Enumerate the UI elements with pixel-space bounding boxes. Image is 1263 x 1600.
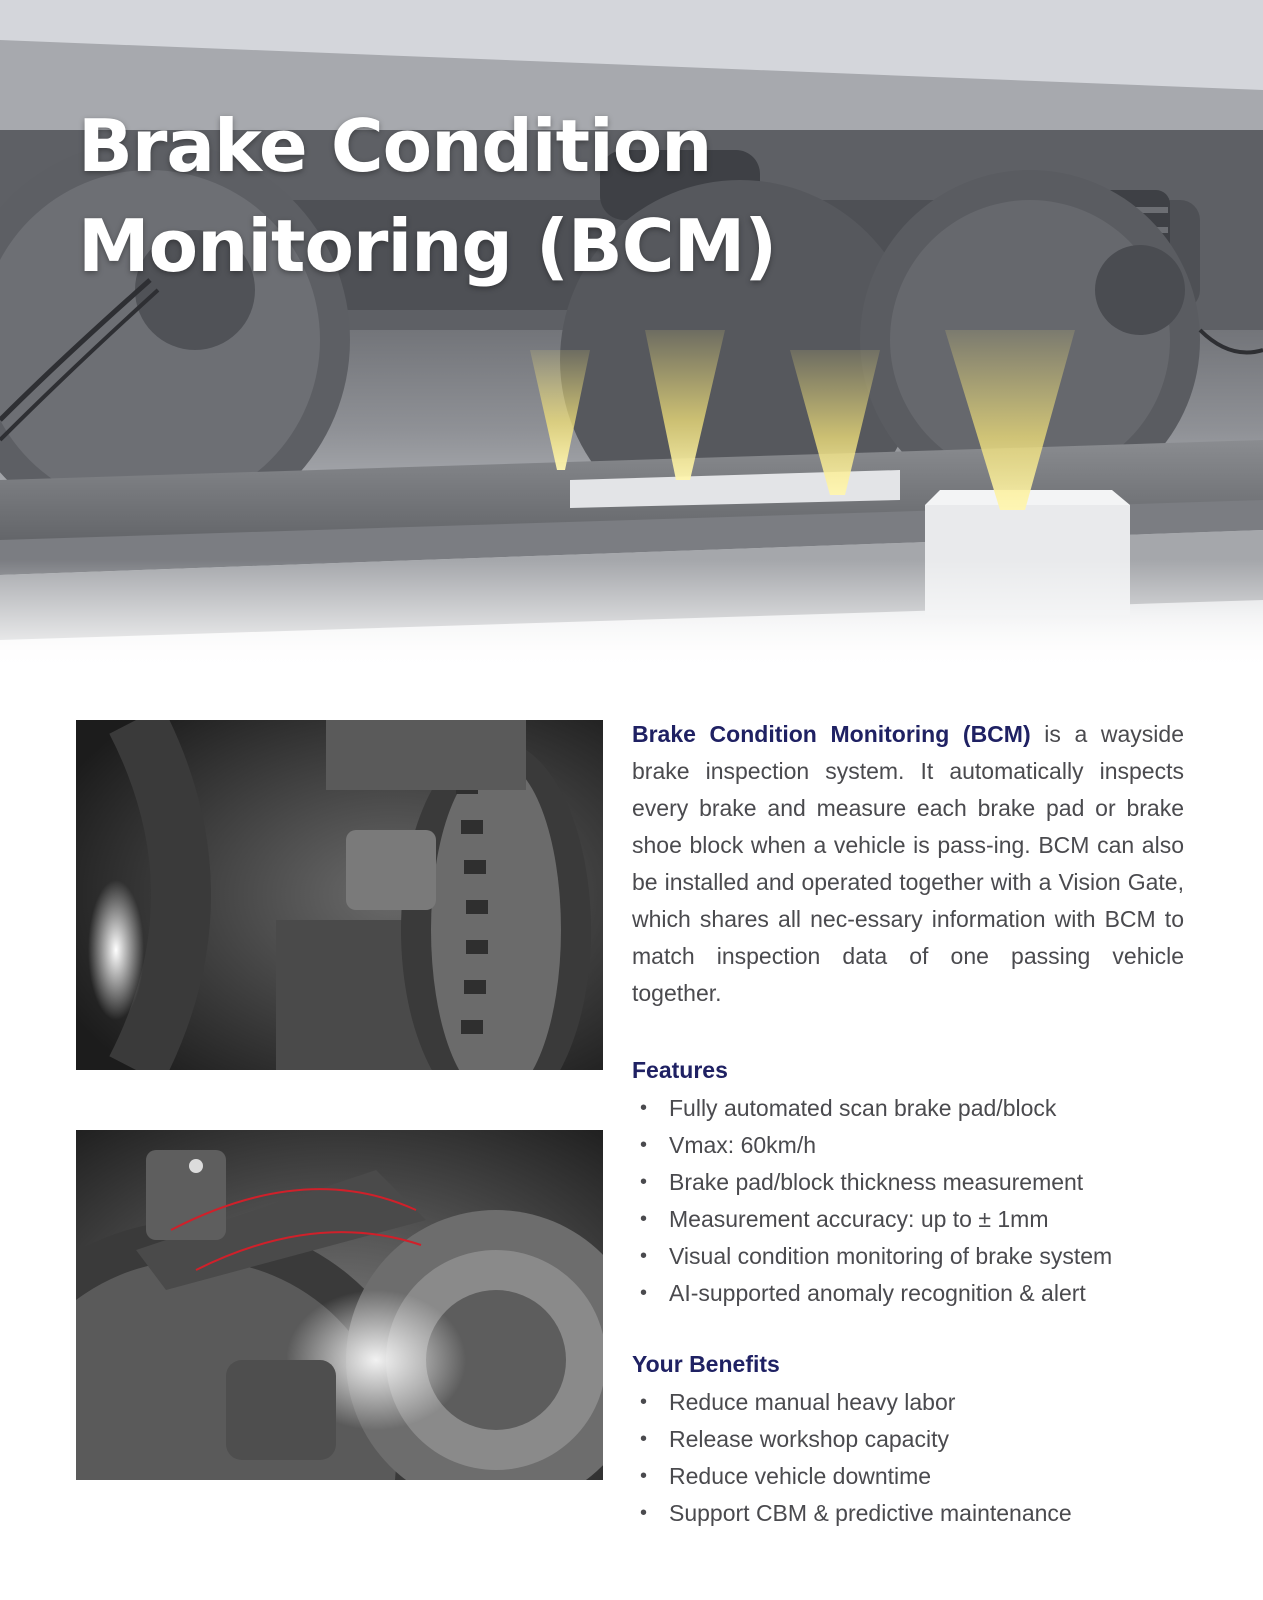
list-item: • Fully automated scan brake pad/block <box>632 1090 1184 1127</box>
list-item: • Measurement accuracy: up to ± 1mm <box>632 1201 1184 1238</box>
title-line-2: Monitoring (BCM) <box>78 204 777 288</box>
features-heading: Features <box>632 1057 728 1083</box>
list-item: • Reduce vehicle downtime <box>632 1458 1184 1495</box>
list-item: • Reduce manual heavy labor <box>632 1384 1184 1421</box>
benefits-heading: Your Benefits <box>632 1351 780 1377</box>
intro-text: is a wayside brake inspection system. It automatically inspects every brake and measure each brake pad or brake shoe block when a vehicle is pass-ing. BCM can also be installed and operated together with a Vision Gate, which shares all nec-essary information with BCM to match inspection data of one passing vehicle together. <box>632 721 1184 1006</box>
list-item: • AI-supported anomaly recognition & alert <box>632 1275 1184 1312</box>
benefits-list <box>632 1384 1184 1532</box>
intro-paragraph <box>632 716 1184 1012</box>
content-column <box>632 716 1184 1532</box>
brake-caliper-image <box>76 720 603 1070</box>
intro-lead: Brake Condition Monitoring (BCM) <box>632 721 1031 747</box>
features-list <box>632 1090 1184 1312</box>
hero-banner <box>0 0 1263 670</box>
list-item: • Support CBM & predictive maintenance <box>632 1495 1184 1532</box>
list-item: • Visual condition monitoring of brake system <box>632 1238 1184 1275</box>
list-item: • Brake pad/block thickness measurement <box>632 1164 1184 1201</box>
brake-block-photo <box>76 1130 603 1480</box>
list-item: • Vmax: 60km/h <box>632 1127 1184 1164</box>
brake-block-image <box>76 1130 603 1480</box>
page-title <box>78 96 838 296</box>
list-item: • Release workshop capacity <box>632 1421 1184 1458</box>
title-line-1: Brake Condition <box>78 104 712 188</box>
brake-caliper-photo <box>76 720 603 1070</box>
